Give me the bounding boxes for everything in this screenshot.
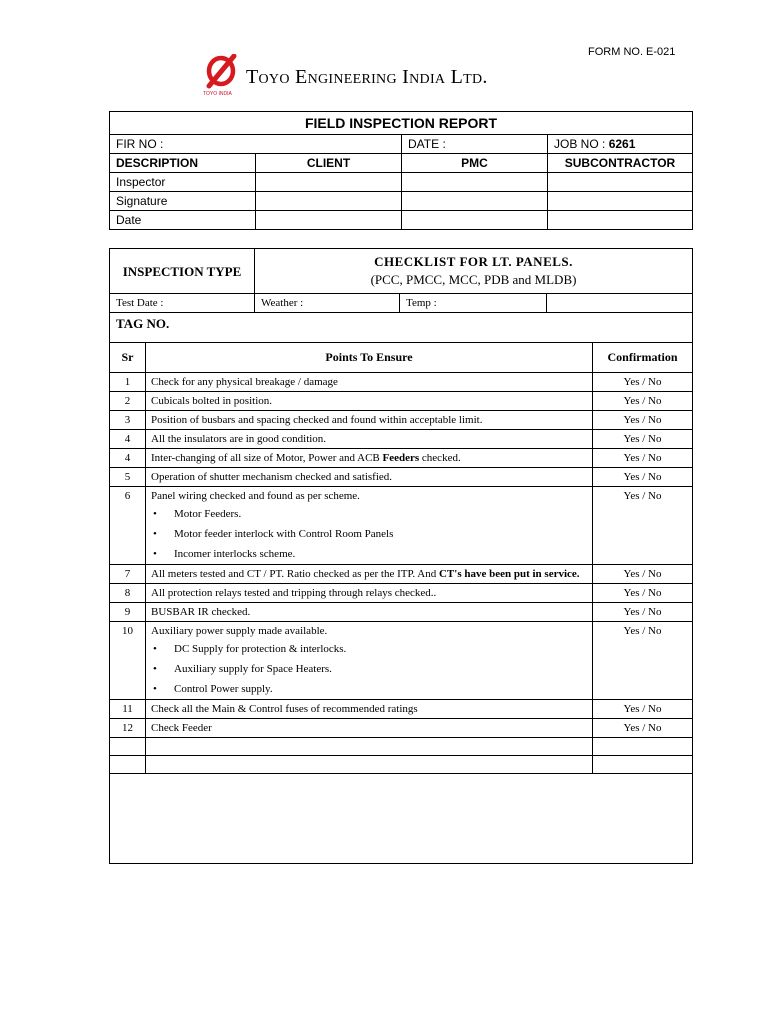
item-confirmation[interactable]: Yes / No [593,603,693,622]
item-confirmation[interactable]: Yes / No [593,373,693,392]
tag-no-field[interactable]: TAG NO. [110,313,693,343]
bullet-item [151,679,587,699]
remarks-area[interactable] [110,774,693,864]
blank-point[interactable] [146,738,593,756]
col-points: Points To Ensure [146,343,593,373]
checklist-row [110,468,693,487]
blank-sr[interactable] [110,738,146,756]
logo-caption: TOYO INDIA [203,91,232,97]
checklist-table [109,248,693,343]
bullet-icon: • [153,683,157,695]
item-confirmation[interactable]: Yes / No [593,487,693,565]
bullet-text: DC Supply for protection & interlocks. [174,643,347,655]
item-text [146,603,593,622]
temp-field[interactable]: Temp : [400,294,547,313]
col-subcontractor: SUBCONTRACTOR [548,154,693,173]
checklist-subtitle: (PCC, PMCC, MCC, PDB and MLDB) [370,272,577,287]
field-inspection-header-table [109,111,693,230]
checklist-title: CHECKLIST FOR LT. PANELS. [374,254,573,269]
col-client: CLIENT [256,154,402,173]
blank-confirmation[interactable] [593,756,693,774]
item-text-content: Panel wiring checked and found as per scheme. [151,490,360,502]
checklist-row [110,411,693,430]
test-date-field[interactable]: Test Date : [110,294,255,313]
row-date-label: Date [110,211,256,230]
bullet-text: Incomer interlocks scheme. [174,548,296,560]
bullet-text: Control Power supply. [174,683,273,695]
blank-sr[interactable] [110,756,146,774]
date-client-cell[interactable] [256,211,402,230]
checklist-row [110,584,693,603]
item-text [146,468,593,487]
item-text-content: Check Feeder [151,722,212,734]
form-number: FORM NO. E-021 [588,46,676,58]
item-confirmation[interactable]: Yes / No [593,719,693,738]
bullet-icon: • [153,508,157,520]
bullet-item [151,524,587,544]
item-sr: 8 [110,584,146,603]
bullet-item [151,639,587,659]
item-sr: 10 [110,622,146,700]
blank-confirmation[interactable] [593,738,693,756]
item-text-bold: CT's have been put in service. [438,568,580,580]
item-confirmation[interactable]: Yes / No [593,411,693,430]
item-confirmation[interactable]: Yes / No [593,430,693,449]
checklist-row [110,565,693,584]
col-confirmation: Confirmation [593,343,693,373]
item-text-content: Check all the Main & Control fuses of recommended ratings [151,703,418,715]
item-text-content: Check for any physical breakage / damage [151,376,338,388]
col-description: DESCRIPTION [110,154,256,173]
company-name: Toyo Engineering India Ltd. [246,66,488,88]
item-sr: 9 [110,603,146,622]
item-text-tail: checked. [419,452,461,464]
job-no-value: 6261 [608,137,636,151]
checklist-row [110,700,693,719]
item-sr: 12 [110,719,146,738]
item-sr: 5 [110,468,146,487]
signature-pmc-cell[interactable] [402,192,548,211]
bullet-icon: • [153,663,157,675]
bullet-text: Motor feeder interlock with Control Room Panels [174,528,394,540]
item-confirmation[interactable]: Yes / No [593,565,693,584]
item-text [146,719,593,738]
fir-no-field[interactable]: FIR NO : [110,135,402,154]
item-text [146,584,593,603]
item-text-content: Auxiliary power supply made available. [151,625,328,637]
bullet-item [151,544,587,564]
item-confirmation[interactable]: Yes / No [593,584,693,603]
item-text [146,430,593,449]
bullet-icon: • [153,548,157,560]
checklist-row [110,430,693,449]
blank-row [110,756,693,774]
date-subcontractor-cell[interactable] [548,211,693,230]
item-text [146,565,593,584]
checklist-row [110,392,693,411]
checklist-row [110,373,693,392]
row-signature-label: Signature [110,192,256,211]
item-text [146,487,593,565]
blank-point[interactable] [146,756,593,774]
item-text-content: All protection relays tested and tripping through relays checked.. [151,587,437,599]
extra-field[interactable] [547,294,693,313]
checklist-row [110,622,693,700]
checklist-items-table [109,342,693,864]
bullet-text: Motor Feeders. [174,508,242,520]
item-confirmation[interactable]: Yes / No [593,700,693,719]
bullet-icon: • [153,528,157,540]
item-sr: 6 [110,487,146,565]
checklist-row [110,719,693,738]
item-sr: 4 [110,430,146,449]
job-no-label: JOB NO : [554,137,609,151]
checklist-heading [255,249,693,294]
date-pmc-cell[interactable] [402,211,548,230]
item-sr: 1 [110,373,146,392]
item-sr: 2 [110,392,146,411]
row-inspector-label: Inspector [110,173,256,192]
inspector-subcontractor-cell[interactable] [548,173,693,192]
signature-subcontractor-cell[interactable] [548,192,693,211]
item-text [146,411,593,430]
item-text-content: Position of busbars and spacing checked and found within acceptable limit. [151,414,483,426]
bullet-item [151,659,587,679]
col-pmc: PMC [402,154,548,173]
item-text-bold: Feeders [382,452,420,464]
item-sr: 11 [110,700,146,719]
item-text [146,392,593,411]
inspector-pmc-cell[interactable] [402,173,548,192]
item-confirmation[interactable]: Yes / No [593,622,693,700]
item-text [146,449,593,468]
job-no-field[interactable] [548,135,693,154]
checklist-header-row [110,343,693,373]
report-title: FIELD INSPECTION REPORT [110,112,693,135]
item-sr: 4 [110,449,146,468]
item-text-content: BUSBAR IR checked. [151,606,251,618]
item-text-content: Operation of shutter mechanism checked and satisfied. [151,471,393,483]
checklist-row [110,487,693,565]
bullet-item [151,504,587,524]
bullet-text: Auxiliary supply for Space Heaters. [174,663,332,675]
item-text-content: All meters tested and CT / PT. Ratio checked as per the ITP. And [151,568,439,580]
date-field[interactable]: DATE : [402,135,548,154]
item-confirmation[interactable]: Yes / No [593,449,693,468]
inspection-type-label: INSPECTION TYPE [110,249,255,294]
item-text-content: Inter-changing of all size of Motor, Power and ACB [151,452,383,464]
item-sr: 3 [110,411,146,430]
item-text [146,373,593,392]
blank-row [110,738,693,756]
weather-field[interactable]: Weather : [255,294,400,313]
item-text-content: All the insulators are in good condition. [151,433,327,445]
remarks-row [110,774,693,864]
item-sr: 7 [110,565,146,584]
item-text-content: Cubicals bolted in position. [151,395,272,407]
item-text [146,622,593,700]
item-text [146,700,593,719]
bullet-icon: • [153,643,157,655]
col-sr: Sr [110,343,146,373]
checklist-row [110,449,693,468]
signature-client-cell[interactable] [256,192,402,211]
checklist-row [110,603,693,622]
item-confirmation[interactable]: Yes / No [593,392,693,411]
inspector-client-cell[interactable] [256,173,402,192]
item-confirmation[interactable]: Yes / No [593,468,693,487]
